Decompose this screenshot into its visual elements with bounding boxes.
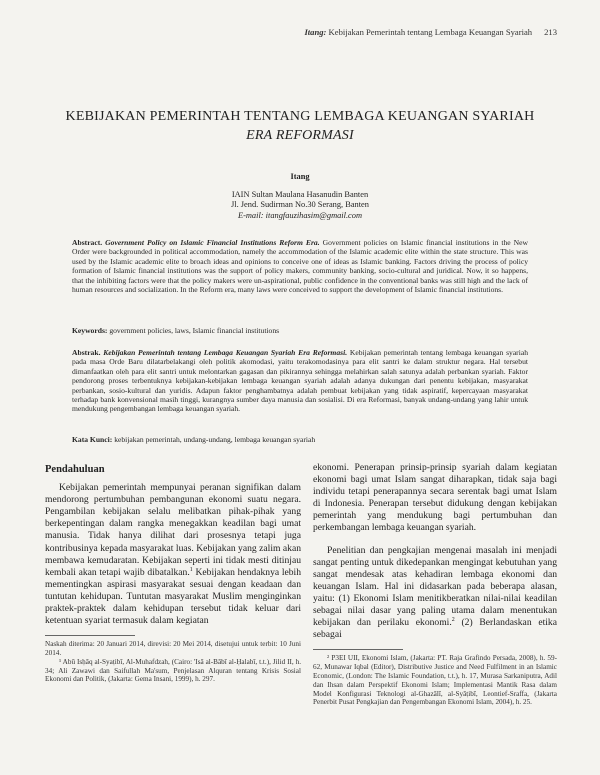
abstrak-title: Kebijakan Pemerintah tentang Lembaga Keuangan Syariah Era Reformasi. [103,348,348,357]
paragraph [45,482,301,627]
paragraph-text-cont: Kebijakan hendaknya lebih mementingkan aspirasi masyarakat sesuai dengan keadaan dan tuntutan kehidupan. Tuntutan masyarakat Muslim menginginkan praktek-praktek dalam kehidupan tersebut tidak keluar dari ketentuan syariat termasuk dalam kegiatan [45,566,302,627]
abstrak-label: Abstrak. [72,348,101,357]
page-number: 213 [544,27,557,37]
author-address: Jl. Jend. Sudirman No.30 Serang, Banten [231,200,369,209]
footnote-rule [45,635,135,636]
footnote-rule [313,649,403,650]
footnote-2: ² P3EI UII, Ekonomi Islam, (Jakarta: PT. Raja Grafindo Persada, 2008), h. 59-62, Munawar Iqbal (Editor), Distributive Justice and Need Fulfilment in an Islamic Economic, (London: The Islamic Foundation, t.t.), h. 17, Murasa Sarkaniputra, Adil dan Ihsan dalam Perspektif Ekonomi Islam; Implementasi Mantik Rasa dalam Model Konfigurasi Teknologi al-Ghazālī, al-Syāṭibī, Leontief-Sraffa, (Jakarta Penerbit Pusat Pengkajian dan Pengembangan Ekonomi Islam, 2004), h. 25. [313,654,557,707]
kata-kunci-text: kebijakan pemerintah, undang-undang, lembaga keuangan syariah [112,435,316,444]
article-title [60,107,540,145]
abstract-title: Government Policy on Islamic Financial Institutions Reform Era. [105,238,320,247]
keywords-label: Keywords: [72,326,108,335]
author-email: E-mail: itangfauzihasim@gmail.com [237,210,363,220]
keywords-text: government policies, laws, Islamic financial institutions [107,326,280,335]
abstract-indonesian [72,348,528,414]
running-head-title: Kebijakan Pemerintah tentang Lembaga Keuangan Syariah [326,27,533,37]
keywords-english [72,326,528,335]
article-title-line1: KEBIJAKAN PEMERINTAH TENTANG LEMBAGA KEUANGAN SYARIAH [65,109,535,124]
abstract-label: Abstract. [72,238,103,247]
running-head-author: Itang: [304,27,327,37]
keywords-indonesian [72,435,528,444]
abstract-body: Government policies on Islamic financial institutions in the New Order were backgrounded in political accommodation, namely the accommodation of the Islamic academic elite within the state structure. This was used by the Islamic academic elite to broach ideas and opinions to conceive one of ideas as Islamic banking. Factors driving the process of policy formation of Islamic financial institutions was the support of policy makers, community banking, socio-cultural and juridical. Now, it so happens, that the inhibiting factors were that the policy makers were un-aspirational, public confidence in the conventional banks was still high and the lack of human resources and socialization. In the Reform era, many laws were conceived to support the development of Islamic financial institutions. [72,238,529,295]
footnote-ref: 2 [451,616,455,623]
body-column-right [313,462,557,707]
running-head [300,27,557,37]
paragraph-text: Penelitian dan pengkajian mengenai masalah ini menjadi sangat penting untuk dikedepankan mengingat kebutuhan yang sangat mendesak atas kehadiran lembaga ekonomi dan keuangan Islam. Hal ini didasarkan pada beberapa alasan, yaitu: (1) Ekonomi Islam menitikberatkan nilai-nilai keadilan sebagai nilai dasar yang paling utama dalam menentukan kebijakan dan perilaku ekonomi. [313,544,557,629]
footnote-received: Naskah diterima: 20 Januari 2014, direvisi: 20 Mei 2014, disetujui untuk terbit: 10 Juni 2014. [45,640,301,658]
paragraph-text: Kebijakan pemerintah mempunyai peranan signifikan dalam mendorong pertumbuhan pembangunan ekonomi suatu negara. Pengambilan kebijakan selalu melibatkan pihak-pihak yang berkepentingan dalam rangka menegakkan keadilan bagi umat manusia. Tidak hanya dilihat dari prosesnya tetapi juga kontribusinya kepada masyarakat luas. Kebijakan yang zalim akan membawa kemudaratan. Kebijakan seperti ini tidak mesti ditinjau kembali akan tetapi wajib dibatalkan. [45,482,301,578]
paragraph: ekonomi. Penerapan prinsip-prinsip syariah dalam kegiatan ekonomi bagi umat Islam sangat diharapkan, tidak saja bagi individu tetapi penerapannya secara serentak bagi umat Islam di Indonesia. Penerapan tersebut didukung dengan kebijakan pemerintah yang mendukung bagi pertumbuhan dan perkembangan lembaga keuangan syariah. [313,462,557,534]
section-heading: Pendahuluan [45,464,105,475]
footnote-1: ¹ Abū Isḥāq al-Syaṭibī, Al-Muhafdzah, (Cairo: 'Isā al-Bābī al-Ḥalabī, t.t.), Jilid II, h. 34; Ali Zawawi dan Saifullah Ma'sum, Penjelasan Alquran tentang Krisis Sosial Ekonomi dan Politik, (Jakarta: Gema Insani, 1999), h. 297. [45,657,301,684]
author-block [150,172,450,221]
kata-kunci-label: Kata Kunci: [72,435,113,444]
article-title-line2: ERA REFORMASI [246,128,354,143]
author-name: Itang [290,172,310,181]
paragraph-text-cont: (2) Berlandaskan etika sebagai [313,617,557,641]
body-column-left [45,462,301,684]
author-affiliation: IAIN Sultan Maulana Hasanudin Banten [231,189,369,199]
paragraph [313,545,557,642]
abstrak-body: Kebijakan pemerintah tentang lembaga keuangan syariah pada masa Orde Baru dilatarbelakangi oleh politik akomodasi, yaitu terakomodasinya para elit santri ke dalam struktur negara. Hal tersebut dimanfaatkan oleh para elit santri untuk melontarkan gagasan dan pikirannya sehingga melahirkan salah satunya adalah perbankan syariah. Faktor pendorong proses terbentuknya kebijakan-kebijakan lembaga keuangan syariah adalah adanya dukungan dari penentu kebijakan, masyarakat perbankan, sosio-kultural dan yuridis. Adapun faktor penghambatnya adalah pembuat kebijakan yang tidak aspiratif, kepercayaan masyarakat terhadap bank konvensional masih tinggi, kurangnya sumber daya manusia dan sosialisi. Di era Reformasi, banyak undang-undang yang lahir untuk mendukung pengembangan lembaga keuangan syariah. [72,348,528,414]
abstract-english [72,238,528,294]
footnote-ref: 1 [189,566,193,573]
